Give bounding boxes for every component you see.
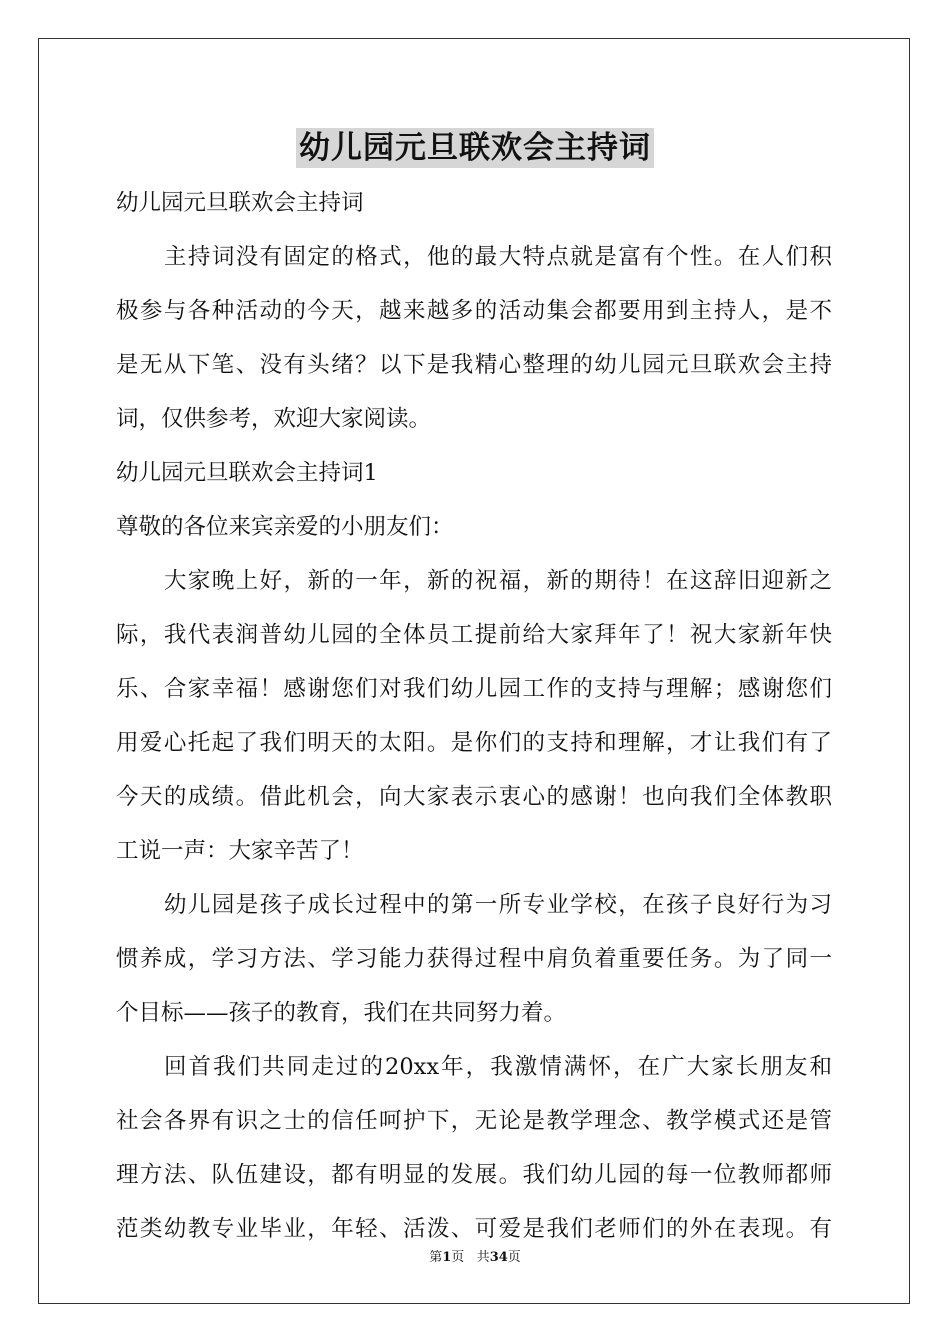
text-line: 乐、合家幸福！感谢您们对我们幼儿园工作的支持与理解；感谢您们 — [116, 676, 832, 702]
text-line: 幼儿园是孩子成长过程中的第一所专业学校，在孩子良好行为习 — [164, 892, 832, 918]
text-line: 极参与各种活动的今天，越来越多的活动集会都要用到主持人，是不 — [116, 298, 832, 324]
text-line: 理方法、队伍建设，都有明显的发展。我们幼儿园的每一位教师都师 — [116, 1162, 832, 1188]
page-suffix: 页 — [451, 1250, 465, 1265]
text-line: 幼儿园元旦联欢会主持词1 — [116, 460, 378, 486]
text-line: 尊敬的各位来宾亲爱的小朋友们： — [116, 514, 454, 540]
total-prefix: 共 — [476, 1250, 490, 1265]
total-pages: 34 — [489, 1250, 508, 1265]
text-line: 词，仅供参考，欢迎大家阅读。 — [116, 406, 432, 432]
document-title: 幼儿园元旦联欢会主持词 — [296, 128, 654, 168]
text-line: 用爱心托起了我们明天的太阳。是你们的支持和理解，才让我们有了 — [116, 730, 832, 756]
text-line: 大家晚上好，新的一年，新的祝福，新的期待！在这辞旧迎新之 — [164, 568, 832, 594]
text-line: 个目标——孩子的教育，我们在共同努力着。 — [116, 1000, 567, 1026]
page-number: 1 — [442, 1250, 452, 1265]
text-line: 惯养成，学习方法、学习能力获得过程中肩负着重要任务。为了同一 — [116, 946, 832, 972]
text-line: 今天的成绩。借此机会，向大家表示衷心的感谢！也向我们全体教职 — [116, 784, 832, 810]
text-line: 是无从下笔、没有头绪？以下是我精心整理的幼儿园元旦联欢会主持 — [116, 352, 832, 378]
total-suffix: 页 — [507, 1250, 521, 1265]
page-footer — [0, 1246, 950, 1265]
text-line: 社会各界有识之士的信任呵护下，无论是教学理念、教学模式还是管 — [116, 1108, 832, 1134]
title-container — [0, 128, 950, 168]
text-line: 幼儿园元旦联欢会主持词 — [116, 190, 364, 216]
text-line: 工说一声：大家辛苦了！ — [116, 838, 364, 864]
text-line: 际，我代表润普幼儿园的全体员工提前给大家拜年了！祝大家新年快 — [116, 622, 832, 648]
text-line: 范类幼教专业毕业，年轻、活泼、可爱是我们老师们的外在表现。有 — [116, 1216, 832, 1242]
document-body — [116, 176, 832, 1256]
text-line: 主持词没有固定的格式，他的最大特点就是富有个性。在人们积 — [164, 244, 832, 270]
text-line: 回首我们共同走过的20xx年，我激情满怀，在广大家长朋友和 — [164, 1054, 832, 1080]
page-prefix: 第 — [429, 1250, 443, 1265]
